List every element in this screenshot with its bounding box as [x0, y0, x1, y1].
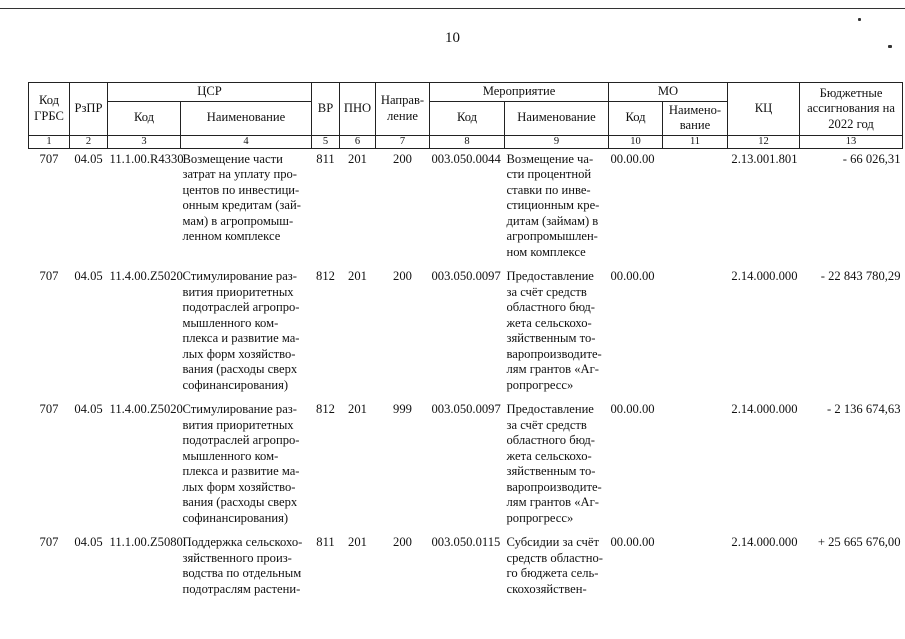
- cell-amount: - 2 136 674,63: [827, 402, 901, 416]
- header-kc: КЦ: [728, 83, 800, 136]
- cell-csr-code: 11.4.00.Z5020: [109, 402, 183, 416]
- cell-amount: - 22 843 780,29: [820, 269, 901, 283]
- cell-pno: 201: [348, 269, 367, 283]
- cell-meropr-code: 003.050.0097: [431, 269, 501, 283]
- header-napravlenie: Направ-ление: [376, 83, 430, 136]
- col-number: 12: [728, 135, 800, 148]
- header-mo-name: Наимено-вание: [663, 101, 728, 135]
- cell-napravlenie: 200: [393, 151, 412, 166]
- cell-meropr-code: 003.050.0115: [431, 535, 501, 549]
- cell-csr-name: Стимулирование раз- вития приоритетных подотраслей агропро- мышленного ком- плекса и развитие ма- лых форм хозяйство- вания (расходы сверх софинансирования): [182, 402, 300, 525]
- col-number: 5: [312, 135, 340, 148]
- cell-meropr-name: Субсидии за счёт средств областно- го бюджета сель- скохозяйствен-: [506, 535, 603, 596]
- cell-kc: 2.14.000.000: [731, 269, 798, 283]
- cell-kc: 2.13.001.801: [731, 151, 798, 166]
- cell-meropr-name: Предоставление за счёт средств областного бюд- жета сельскохо- зяйственным то- варопроизводите- лям грантов «Аг- ропрогресс»: [506, 269, 602, 392]
- cell-csr-code: 11.4.00.Z5020: [109, 269, 183, 283]
- cell-napravlenie: 999: [393, 402, 412, 416]
- cell-mo-name: [663, 532, 728, 603]
- cell-rzpr: 04.05: [74, 269, 103, 283]
- col-number: 9: [505, 135, 609, 148]
- col-number: 8: [430, 135, 505, 148]
- page-top-rule: [0, 8, 905, 9]
- header-kod-grbs: Код ГРБС: [29, 83, 70, 136]
- cell-mo-code: 00.00.00: [610, 402, 655, 416]
- col-number: 13: [800, 135, 903, 148]
- cell-napravlenie: 200: [393, 269, 412, 283]
- header-pno: ПНО: [340, 83, 376, 136]
- cell-vr: 811: [316, 535, 335, 549]
- cell-grbs: 707: [39, 402, 59, 416]
- cell-vr: 811: [316, 151, 335, 166]
- cell-pno: 201: [348, 535, 367, 549]
- header-mo: МО: [609, 83, 728, 102]
- cell-rzpr: 04.05: [74, 402, 103, 416]
- scan-speck: [858, 18, 861, 21]
- cell-amount: + 25 665 676,00: [817, 535, 901, 549]
- cell-grbs: 707: [39, 535, 59, 549]
- table-row: [29, 399, 903, 532]
- table-row: [29, 148, 903, 266]
- cell-kc: 2.14.000.000: [731, 535, 798, 549]
- cell-rzpr: 04.05: [74, 151, 103, 166]
- header-csr-kod: Код: [108, 101, 181, 135]
- header-vr: ВР: [312, 83, 340, 136]
- cell-mo-code: 00.00.00: [610, 269, 655, 283]
- cell-napravlenie: 200: [393, 535, 412, 549]
- cell-csr-name: Поддержка сельскохо- зяйственного произ- водства по отдельным подотраслям растени-: [182, 535, 303, 596]
- page-number: 10: [445, 30, 460, 46]
- cell-grbs: 707: [39, 269, 59, 283]
- col-number: 7: [376, 135, 430, 148]
- cell-csr-name: Стимулирование раз- вития приоритетных подотраслей агропро- мышленного ком- плекса и развитие ма- лых форм хозяйство- вания (расходы сверх софинансирования): [182, 269, 300, 392]
- cell-amount: - 66 026,31: [842, 151, 901, 166]
- table-row: [29, 266, 903, 399]
- col-number: 3: [108, 135, 181, 148]
- col-number: 1: [29, 135, 70, 148]
- header-mo-kod: Код: [609, 101, 663, 135]
- cell-meropr-name: Предоставление за счёт средств областного бюд- жета сельскохо- зяйственным то- варопроизводите- лям грантов «Аг- ропрогресс»: [506, 402, 602, 525]
- cell-meropr-name: Возмещение ча- сти процентной ставки по инве- стиционным кре- дитам (займам) в агропромышлен- ном комплексе: [506, 151, 600, 259]
- col-number: 11: [663, 135, 728, 148]
- cell-mo-name: [663, 399, 728, 532]
- cell-csr-code: 11.1.00.R4330: [109, 151, 184, 166]
- cell-vr: 812: [316, 402, 335, 416]
- col-number: 4: [181, 135, 312, 148]
- col-number: 10: [609, 135, 663, 148]
- cell-rzpr: 04.05: [74, 535, 103, 549]
- col-number: 6: [340, 135, 376, 148]
- header-rzpr: РзПР: [70, 83, 108, 136]
- header-csr-name: Наименование: [181, 101, 312, 135]
- header-meropr-name: Наименование: [505, 101, 609, 135]
- table-row: [29, 532, 903, 603]
- cell-mo-code: 00.00.00: [610, 151, 655, 166]
- header-meropriyatie: Мероприятие: [430, 83, 609, 102]
- cell-pno: 201: [348, 151, 367, 166]
- cell-pno: 201: [348, 402, 367, 416]
- cell-mo-name: [663, 266, 728, 399]
- header-budget: Бюджетные ассигнования на 2022 год: [800, 83, 903, 136]
- cell-mo-name: [663, 148, 728, 266]
- cell-grbs: 707: [39, 151, 59, 166]
- cell-csr-name: Возмещение части затрат на уплату про- центов по инвестици- онным кредитам (зай- мам) в агропромыш- ленном комплексе: [182, 151, 301, 243]
- cell-csr-code: 11.1.00.Z5080: [109, 535, 183, 549]
- cell-meropr-code: 003.050.0097: [431, 402, 501, 416]
- cell-kc: 2.14.000.000: [731, 402, 798, 416]
- cell-meropr-code: 003.050.0044: [431, 151, 501, 166]
- budget-table: [28, 82, 903, 603]
- col-number: 2: [70, 135, 108, 148]
- cell-vr: 812: [316, 269, 335, 283]
- cell-mo-code: 00.00.00: [610, 535, 655, 549]
- header-meropr-kod: Код: [430, 101, 505, 135]
- header-csr: ЦСР: [108, 83, 312, 102]
